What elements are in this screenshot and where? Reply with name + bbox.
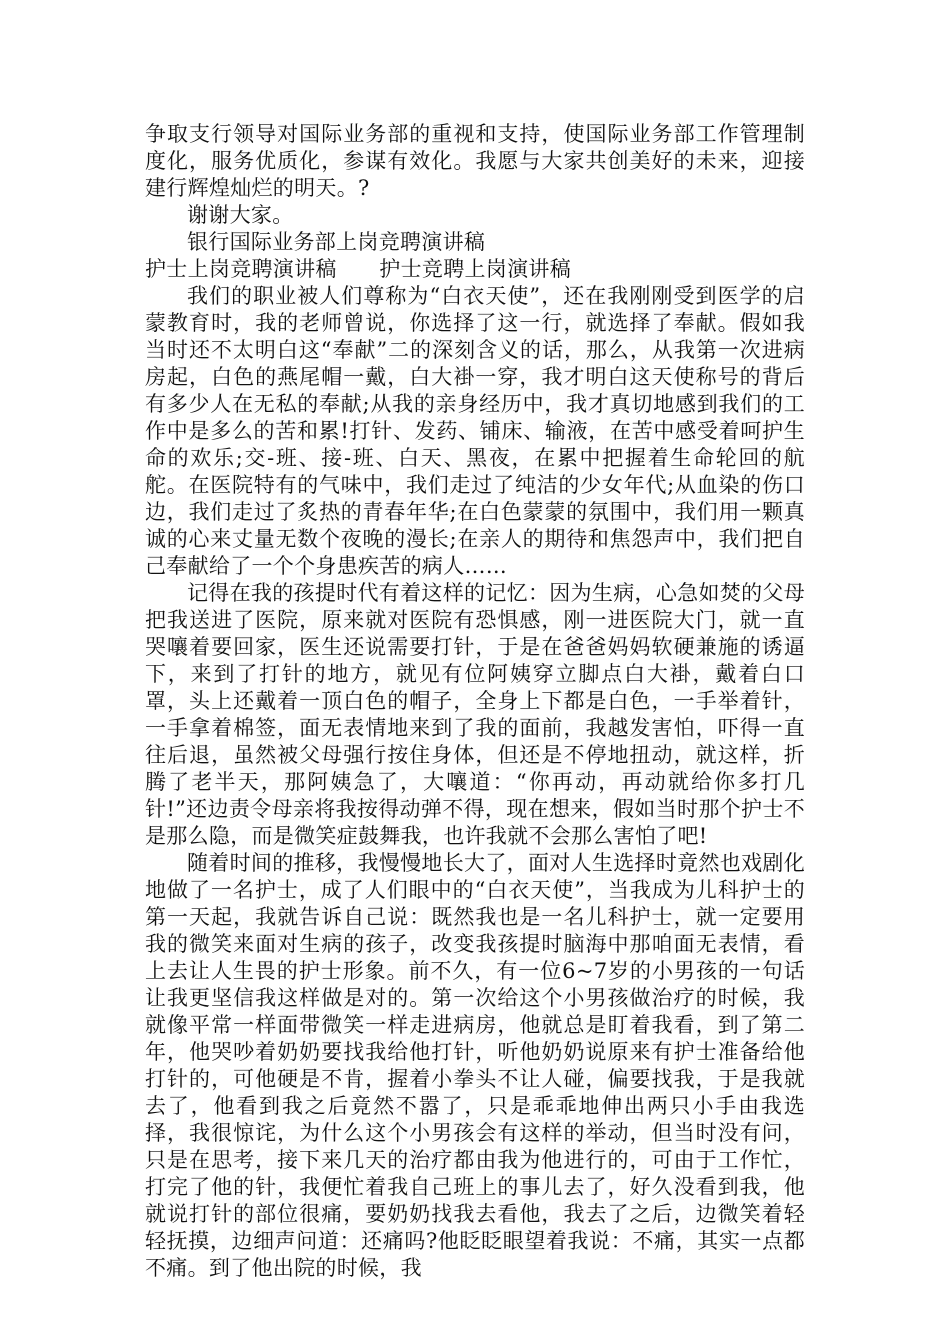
paragraph-childhood-memory: 记得在我的孩提时代有着这样的记忆：因为生病，心急如焚的父母把我送进了医院，原来就对医院有恐惧感，刚一进医院大门，就一直哭嚷着要回家，医生还说需要打针，于是在爸爸妈妈软硬兼施的诱逼下，来到了打针的地方，就见有位阿姨穿立脚点白大褂，戴着白口罩，头上还戴着一顶白色的帽子，全身上下都是白色，一手举着针，一手拿着棉签，面无表情地来到了我的面前，我越发害怕，吓得一直往后退，虽然被父母强行按住身体，但还是不停地扭动，就这样，折腾了老半天，那阿姨急了，大嚷道：“你再动，再动就给你多打几针!”还边责令母亲将我按得动弹不得，现在想来，假如当时那个护士不是那么隐，而是微笑症鼓舞我，也许我就不会那么害怕了吧! [145,581,805,848]
paragraph-closing-goal: 争取支行领导对国际业务部的重视和支持，使国际业务部工作管理制度化，服务优质化，参谋有效化。我愿与大家共创美好的未来，迎接建行辉煌灿烂的明天。? [145,122,805,200]
paragraph-thanks: 谢谢大家。 [187,203,294,227]
paragraph-white-angel: 我们的职业被人们尊称为“白衣天使”，还在我刚刚受到医学的启蒙教育时，我的老师曾说，你选择了这一行，就选择了奉献。假如我当时还不太明白这“奉献”二的深刻含义的话，那么，从我第一次进病房起，白色的燕尾帽一戴，白大褂一穿，我才明白这天使称号的背后有多少人在无私的奉献;从我的亲身经历中，我才真切地感到我们的工作中是多么的苦和累!打针、发药、铺床、输液，在苦中感受着呵护生命的欢乐;交-班、接-班、白天、黑夜，在累中把握着生命轮回的航舵。在医院特有的气味中，我们走过了纯洁的少女年代;从血染的伤口边，我们走过了炙热的青春年华;在白色蒙蒙的氛围中，我们用一颗真诚的心来丈量无数个夜晚的漫长;在亲人的期待和焦怨声中，我们把自己奉献给了一个个身患疾苦的病人…… [145,284,805,578]
paragraph-speech-title-bank: 银行国际业务部上岗竞聘演讲稿 [187,230,486,254]
document-page [145,121,805,1282]
paragraph-speech-title-nurse: 护士上岗竞聘演讲稿 护士竞聘上岗演讲稿 [145,257,571,281]
paragraph-becoming-nurse: 随着时间的推移，我慢慢地长大了，面对人生选择时竟然也戏剧化地做了一名护士，成了人们眼中的“白衣天使”，当我成为儿科护士的第一天起，我就告诉自己说：既然我也是一名儿科护士，就一定要用我的微笑来面对生病的孩子，改变我孩提时脑海中那咱面无表情，看上去让人生畏的护士形象。前不久，有一位6~7岁的小男孩的一句话让我更坚信我这样做是对的。第一次给这个小男孩做治疗的时候，我就像平常一样面带微笑一样走进病房，他就总是盯着我看，到了第二年，他哭吵着奶奶要找我给他打针，听他奶奶说原来有护士准备给他打针的，可他硬是不肯，握着小拳头不让人碰，偏要找我，于是我就去了，他看到我之后竟然不嚣了，只是乖乖地伸出两只小手由我选择，我很惊诧，为什么这个小男孩会有这样的举动，但当时没有问，只是在思考，接下来几天的治疗都由我为他进行的，可由于工作忙，打完了他的针，我便忙着我自己班上的事儿去了，好久没看到我，他就说打针的部位很痛，要奶奶找我去看他，我去了之后，边微笑着轻轻抚摸，边细声问道：还痛吗?他眨眨眼望着我说：不痛，其实一点都不痛。到了他出院的时候，我 [145,851,805,1280]
